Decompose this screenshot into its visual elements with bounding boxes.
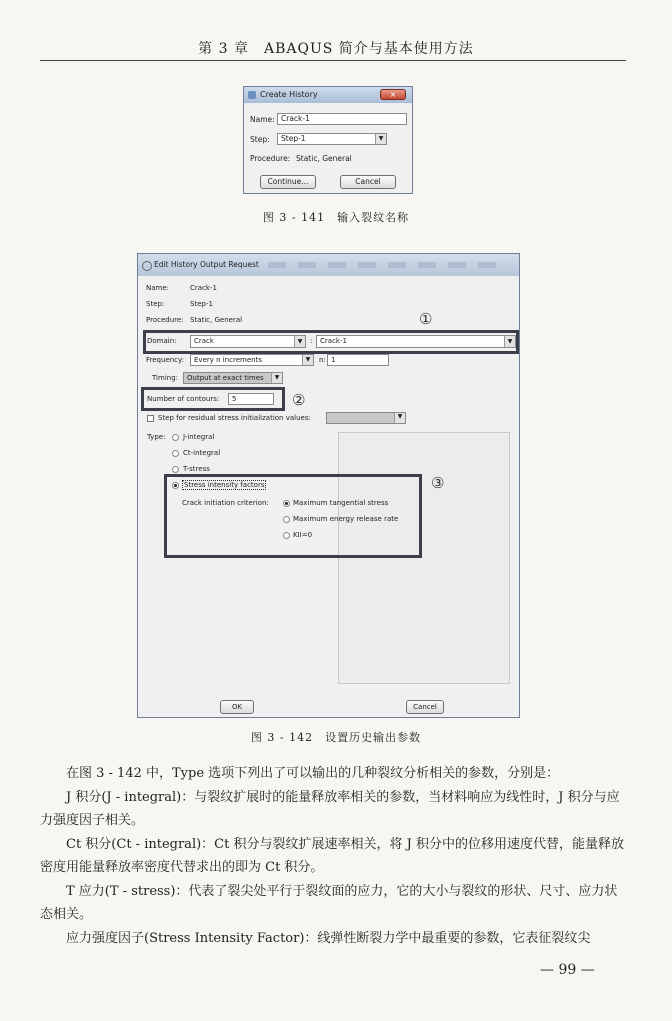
frequency-select-value: Every n increments bbox=[194, 356, 262, 364]
edit-history-titlebar bbox=[138, 254, 519, 276]
procedure-value: Static, General bbox=[296, 154, 352, 163]
continue-button[interactable]: Continue... bbox=[260, 175, 316, 189]
cancel-button[interactable]: Cancel bbox=[406, 700, 444, 714]
edit-history-title: Edit History Output Request bbox=[154, 260, 259, 269]
type-radio-t-stress[interactable] bbox=[172, 466, 179, 473]
domain-separator: : bbox=[310, 337, 313, 345]
figure-141-caption: 图 3 - 141 输入裂纹名称 bbox=[262, 211, 410, 224]
page-header-title: 第 3 章 ABAQUS 简介与基本使用方法 bbox=[198, 41, 474, 57]
chevron-down-icon[interactable]: ▼ bbox=[394, 413, 405, 423]
highlight-box-2 bbox=[141, 387, 285, 411]
procedure-label: Procedure: bbox=[250, 154, 291, 163]
create-history-dialog bbox=[243, 86, 413, 194]
step-value: Step-1 bbox=[190, 300, 213, 308]
close-icon[interactable]: × bbox=[380, 89, 406, 100]
frequency-select[interactable] bbox=[190, 354, 314, 366]
paragraph-t-stress: T 应力(T - stress)：代表了裂尖处平行于裂纹面的应力，它的大小与裂纹的形状、尺寸、应力状态相关。 bbox=[40, 883, 618, 922]
type-radio-ct-integral[interactable] bbox=[172, 450, 179, 457]
type-j-integral-label: J-integral bbox=[183, 433, 215, 441]
name-label: Name: bbox=[146, 284, 170, 292]
marker-3: ③ bbox=[431, 474, 445, 492]
chevron-down-icon[interactable]: ▼ bbox=[504, 336, 515, 347]
residual-stress-label: Step for residual stress initialization values: bbox=[158, 414, 311, 422]
domain-label: Domain: bbox=[147, 337, 177, 345]
type-label: Type: bbox=[147, 433, 166, 441]
residual-step-select[interactable] bbox=[326, 412, 406, 424]
type-t-stress-label: T-stress bbox=[183, 465, 210, 473]
procedure-value: Static, General bbox=[190, 316, 243, 324]
timing-select-value: Output at exact times bbox=[187, 374, 264, 382]
domain-select-value: Crack bbox=[194, 337, 214, 345]
type-stress-intensity-label: Stress intensity factors bbox=[184, 481, 265, 489]
type-ct-integral-label: Ct-integral bbox=[183, 449, 221, 457]
app-icon bbox=[248, 91, 256, 99]
chevron-down-icon[interactable]: ▼ bbox=[302, 355, 313, 365]
procedure-label: Procedure: bbox=[146, 316, 184, 324]
paragraph-intro: 在图 3 - 142 中，Type 选项下列出了可以输出的几种裂纹分析相关的参数，分别是： bbox=[66, 766, 560, 781]
timing-label: Timing: bbox=[152, 374, 179, 382]
contours-label: Number of contours: bbox=[147, 395, 220, 403]
residual-stress-checkbox[interactable] bbox=[147, 415, 154, 422]
criterion-max-energy-label: Maximum energy release rate bbox=[293, 515, 399, 523]
step-label: Step: bbox=[146, 300, 165, 308]
marker-1: ① bbox=[419, 310, 433, 328]
n-label: n: bbox=[319, 356, 326, 364]
highlight-box-1 bbox=[143, 330, 519, 354]
name-input[interactable]: Crack-1 bbox=[277, 113, 407, 125]
name-label: Name: bbox=[250, 115, 275, 124]
frequency-label: Frequency: bbox=[146, 356, 185, 364]
chevron-down-icon[interactable]: ▼ bbox=[271, 373, 282, 383]
contours-input[interactable]: 5 bbox=[228, 393, 274, 405]
body-text bbox=[40, 762, 630, 950]
type-radio-j-integral[interactable] bbox=[172, 434, 179, 441]
criterion-label: Crack initiation criterion: bbox=[182, 499, 269, 507]
paragraph-ct-integral: Ct 积分(Ct - integral)：Ct 积分与裂纹扩展速率相关，将 J 积分中的位移用速度代替，能量释放密度用能量释放率密度代替求出的即为 Ct 积分。 bbox=[40, 836, 624, 875]
step-label: Step: bbox=[250, 135, 270, 144]
paragraph-sif: 应力强度因子(Stress Intensity Factor)：线弹性断裂力学中最重要的参数，它表征裂纹尖 bbox=[66, 930, 591, 946]
edit-history-output-dialog bbox=[137, 253, 520, 718]
background-window-blur bbox=[268, 262, 508, 268]
create-history-title: Create History bbox=[260, 90, 318, 99]
domain-target-value: Crack-1 bbox=[320, 337, 347, 345]
n-input[interactable]: 1 bbox=[327, 354, 389, 366]
marker-2: ② bbox=[292, 391, 306, 409]
figure-142-caption: 图 3 - 142 设置历史输出参数 bbox=[250, 731, 422, 744]
name-value: Crack-1 bbox=[190, 284, 217, 292]
ok-button[interactable]: OK bbox=[220, 700, 254, 714]
header-rule bbox=[40, 60, 626, 61]
criterion-kii-zero-label: KII=0 bbox=[293, 531, 313, 539]
background-window-ghost bbox=[338, 432, 510, 684]
highlight-box-3 bbox=[164, 474, 422, 558]
gear-icon bbox=[142, 261, 152, 271]
step-select-value: Step-1 bbox=[281, 134, 306, 143]
cancel-button[interactable]: Cancel bbox=[340, 175, 396, 189]
timing-select[interactable] bbox=[183, 372, 283, 384]
page-number: — 99 — bbox=[540, 962, 595, 978]
chevron-down-icon[interactable]: ▼ bbox=[375, 134, 386, 144]
paragraph-j-integral: J 积分(J - integral)：与裂纹扩展时的能量释放率相关的参数，当材料响应为线性时，J 积分与应力强度因子相关。 bbox=[40, 789, 620, 828]
criterion-max-tangential-label: Maximum tangential stress bbox=[293, 499, 389, 507]
chevron-down-icon[interactable]: ▼ bbox=[294, 336, 305, 347]
step-select[interactable] bbox=[277, 133, 387, 145]
